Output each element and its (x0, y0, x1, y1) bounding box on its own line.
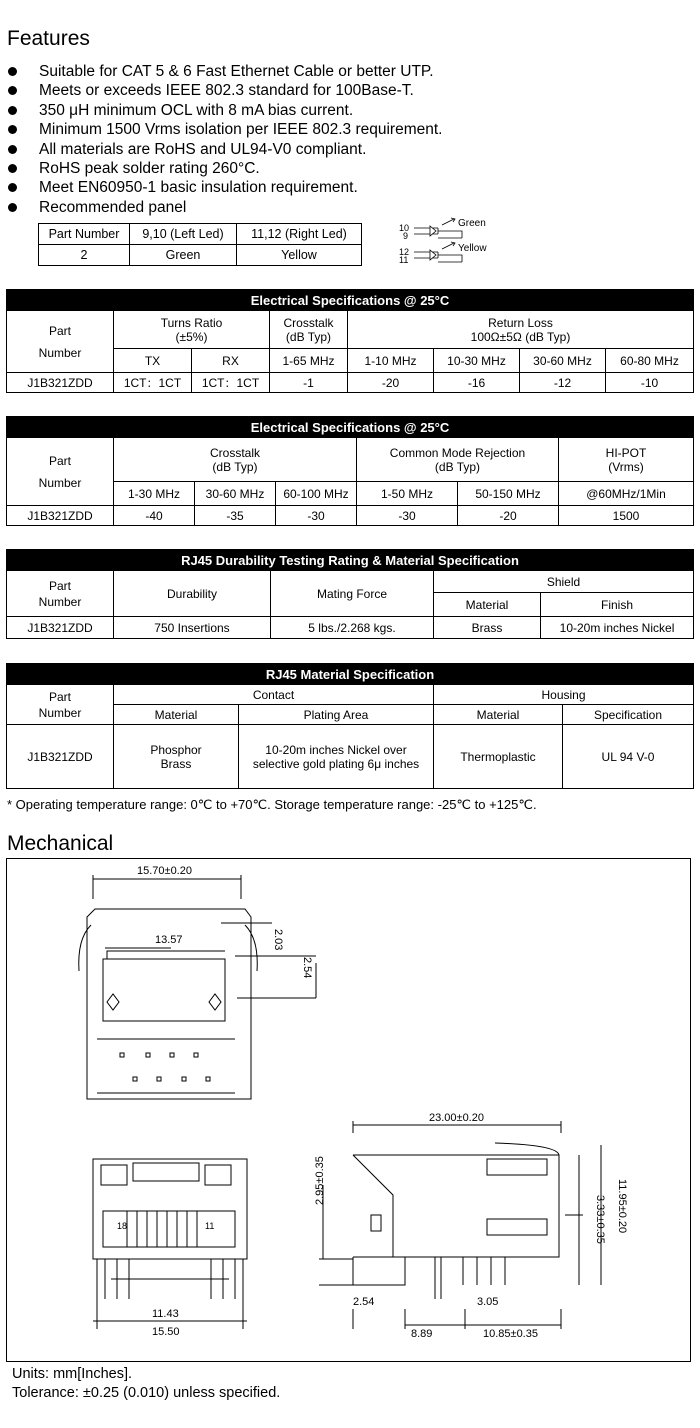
dim-label: 15.70±0.20 (137, 865, 192, 877)
feature-item: All materials are RoHS and UL94-V0 compliant. (6, 140, 442, 159)
material-header: Material (434, 593, 541, 617)
panel-cell: Yellow (237, 245, 362, 266)
mechanical-drawing (7, 859, 690, 1361)
sub-header: 1-50 MHz (357, 482, 458, 506)
electrical-spec-table-2 (6, 416, 694, 526)
panel-header: Part Number (39, 224, 130, 245)
part-number-header: Part Number (7, 311, 114, 373)
led-pin-label: 12 (399, 247, 410, 257)
dim-label: 11.95±0.20 (616, 1179, 628, 1234)
table-cell: J1B321ZDD (7, 373, 114, 393)
table-title: Electrical Specifications @ 25°C (7, 417, 694, 438)
dim-label: 2.03 (272, 929, 284, 951)
sub-header: 10-30 MHz (434, 349, 520, 373)
table-cell: J1B321ZDD (7, 617, 114, 639)
dim-label: 11.43 (152, 1308, 179, 1320)
part-number-header: Part Number (7, 438, 114, 506)
sub-header: 30-60 MHz (195, 482, 276, 506)
return-loss-header: Return Loss 100Ω±5Ω (dB Typ) (348, 311, 694, 349)
sub-header: 1-10 MHz (348, 349, 434, 373)
table-cell: J1B321ZDD (7, 725, 114, 789)
cmr-header: Common Mode Rejection (dB Typ) (357, 438, 559, 482)
dim-label: 2.54 (353, 1296, 375, 1308)
led-pin-label: 11 (399, 255, 409, 265)
table-cell: 1500 (559, 506, 694, 526)
tolerance-note: Tolerance: ±0.25 (0.010) unless specified. (12, 1385, 281, 1401)
dim-label: 15.50 (152, 1326, 180, 1338)
finish-header: Finish (541, 593, 694, 617)
feature-item: Recommended panel (6, 198, 442, 217)
table-cell: 10-20m inches Nickel (541, 617, 694, 639)
table-cell: Thermoplastic (434, 725, 563, 789)
panel-header: 11,12 (Right Led) (237, 224, 362, 245)
sub-header: Specification (563, 705, 694, 725)
durability-table (6, 549, 694, 639)
pin-label: 11 (205, 1221, 215, 1231)
panel-table (38, 223, 362, 266)
sub-header: Material (114, 705, 239, 725)
led-yellow-label: Yellow (458, 243, 487, 254)
dim-label: 23.00±0.20 (429, 1112, 484, 1124)
housing-header: Housing (434, 685, 694, 705)
dim-label: 2.95±0.35 (314, 1156, 326, 1205)
table-cell: -35 (195, 506, 276, 526)
table-cell: -16 (434, 373, 520, 393)
hipot-header: HI-POT (Vrms) (559, 438, 694, 482)
feature-item: Meets or exceeds IEEE 802.3 standard for 100Base-T. (6, 81, 442, 100)
panel-cell: 2 (39, 245, 130, 266)
contact-header: Contact (114, 685, 434, 705)
dim-label: 3.33±0.35 (594, 1195, 606, 1244)
sub-header: @60MHz/1Min (559, 482, 694, 506)
mating-force-header: Mating Force (271, 571, 434, 617)
panel-header: 9,10 (Left Led) (130, 224, 237, 245)
table-cell: -1 (270, 373, 348, 393)
sub-header: 60-80 MHz (606, 349, 694, 373)
table-cell: UL 94 V-0 (563, 725, 694, 789)
dim-label: 8.89 (411, 1328, 433, 1340)
sub-header: 1-65 MHz (270, 349, 348, 373)
feature-item: RoHS peak solder rating 260°C. (6, 159, 442, 178)
shield-header: Shield (434, 571, 694, 593)
table-cell: 5 lbs./2.268 kgs. (271, 617, 434, 639)
table-cell: Phosphor Brass (114, 725, 239, 789)
mechanical-title: Mechanical (7, 832, 114, 855)
led-pin-label: 10 (399, 223, 410, 233)
table-cell: -40 (114, 506, 195, 526)
part-number-header: Part Number (7, 571, 114, 617)
table-cell: Brass (434, 617, 541, 639)
turns-ratio-header: Turns Ratio (±5%) (114, 311, 270, 349)
dim-label: 2.54 (301, 957, 313, 979)
table-cell: -30 (357, 506, 458, 526)
table-cell: 1CT：1CT (192, 373, 270, 393)
feature-item: Meet EN60950-1 basic insulation requirement. (6, 178, 442, 197)
table-cell: 1CT：1CT (114, 373, 192, 393)
table-cell: -20 (348, 373, 434, 393)
led-pin-label: 9 (403, 231, 409, 241)
temperature-note: * Operating temperature range: 0℃ to +70℃. Storage temperature range: -25℃ to +125℃. (7, 797, 537, 812)
table-title: RJ45 Material Specification (7, 664, 694, 685)
feature-item: 350 μH minimum OCL with 8 mA bias current. (6, 101, 442, 120)
mechanical-drawing-frame (6, 858, 691, 1362)
led-green-label: Green (458, 218, 486, 229)
crosstalk-header: Crosstalk (dB Typ) (114, 438, 357, 482)
table-cell: -10 (606, 373, 694, 393)
feature-item: Minimum 1500 Vrms isolation per IEEE 802.3 requirement. (6, 120, 442, 139)
sub-header: 1-30 MHz (114, 482, 195, 506)
sub-header: 50-150 MHz (458, 482, 559, 506)
material-spec-table (6, 663, 694, 789)
sub-header: RX (192, 349, 270, 373)
table-cell: 10-20m inches Nickel over selective gold plating 6μ inches (239, 725, 434, 789)
table-title: RJ45 Durability Testing Rating & Material Specification (7, 550, 694, 571)
led-diagram (398, 216, 518, 272)
sub-header: 60-100 MHz (276, 482, 357, 506)
part-number-header: Part Number (7, 685, 114, 725)
electrical-spec-table-1 (6, 289, 694, 393)
durability-header: Durability (114, 571, 271, 617)
sub-header: 30-60 MHz (520, 349, 606, 373)
crosstalk-header: Crosstalk (dB Typ) (270, 311, 348, 349)
features-title: Features (7, 27, 90, 50)
panel-cell: Green (130, 245, 237, 266)
table-cell: -20 (458, 506, 559, 526)
table-title: Electrical Specifications @ 25°C (7, 290, 694, 311)
sub-header: Plating Area (239, 705, 434, 725)
units-note: Units: mm[Inches]. (12, 1366, 133, 1382)
dim-label: 3.05 (477, 1296, 499, 1308)
pin-label: 18 (117, 1221, 128, 1231)
sub-header: Material (434, 705, 563, 725)
features-list (6, 62, 442, 217)
table-cell: -30 (276, 506, 357, 526)
feature-item: Suitable for CAT 5 & 6 Fast Ethernet Cable or better UTP. (6, 62, 442, 81)
table-cell: J1B321ZDD (7, 506, 114, 526)
dim-label: 10.85±0.35 (483, 1328, 538, 1340)
sub-header: TX (114, 349, 192, 373)
table-cell: -12 (520, 373, 606, 393)
dim-label: 13.57 (155, 934, 183, 946)
table-cell: 750 Insertions (114, 617, 271, 639)
